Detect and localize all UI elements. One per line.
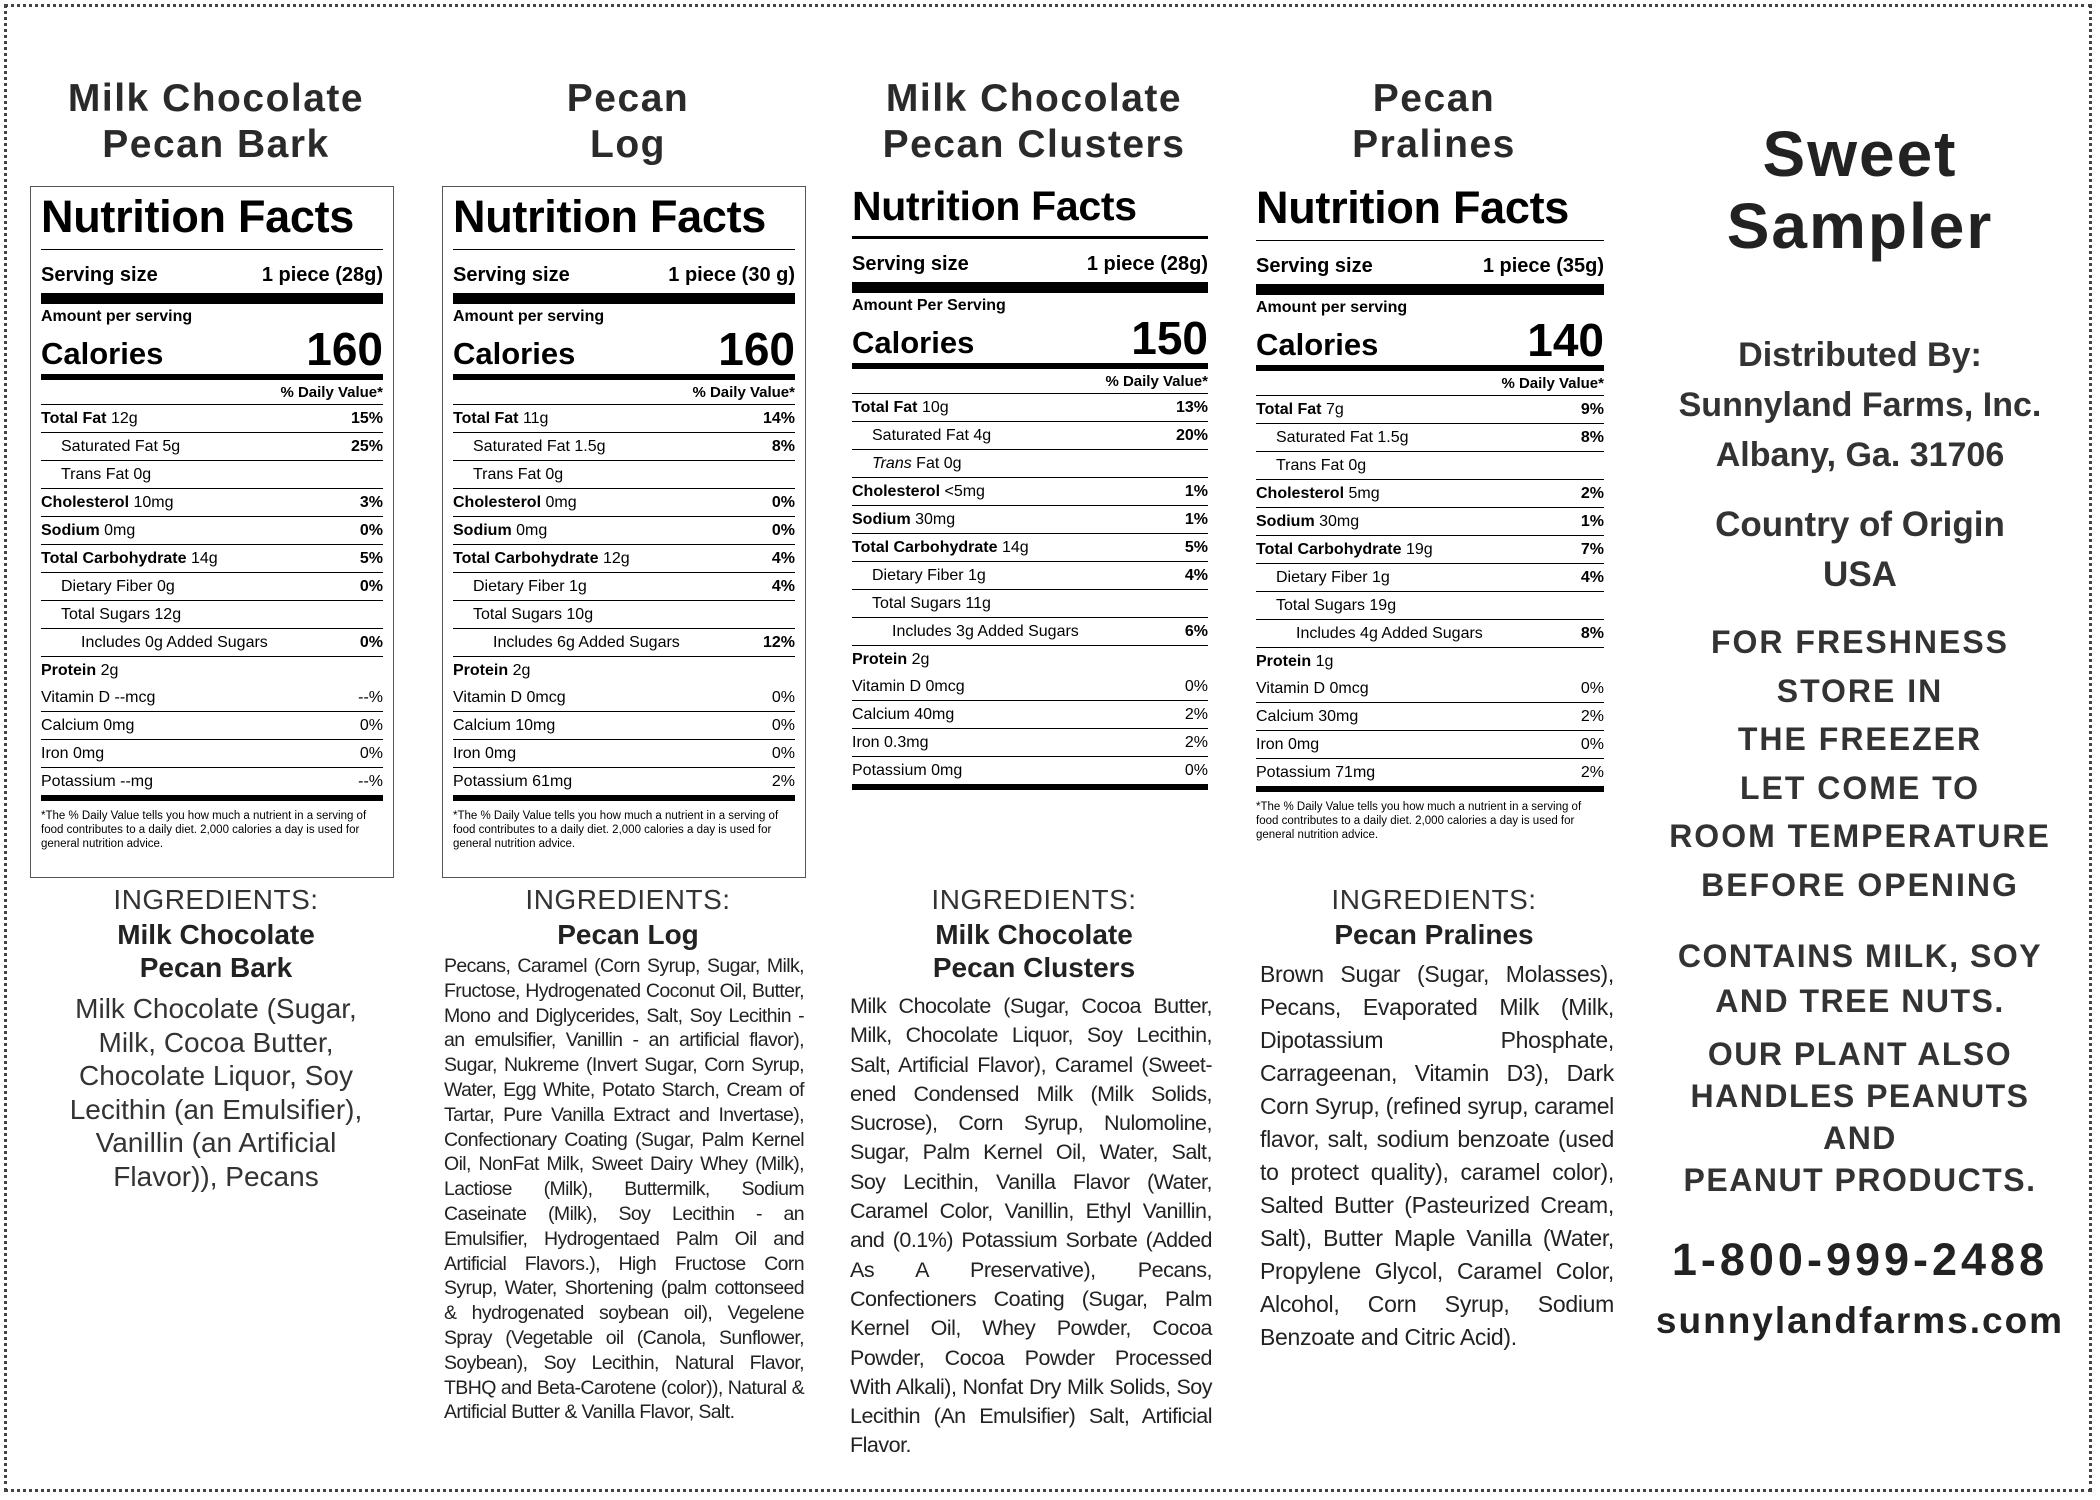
vitamin-row [1256, 703, 1604, 731]
vitamin-label: Vitamin D 0mcg [453, 689, 566, 706]
serving-size-label: Serving size [41, 264, 158, 286]
serving-size-row [852, 253, 1208, 293]
nutrient-row [852, 478, 1208, 506]
serving-size-value: 1 piece (30 g) [668, 264, 795, 286]
nutrient-row [453, 517, 795, 545]
nutrient-pct: 25% [350, 438, 383, 455]
nutrient-label: Sodium [852, 511, 911, 528]
nutrient-amount: 14g [190, 550, 218, 567]
vitamin-label: Calcium 10mg [453, 717, 556, 734]
serving-size-label: Serving size [453, 264, 570, 286]
vitamin-label: Iron 0mg [41, 745, 105, 762]
storage-line: ROOM TEMPERATURE [1669, 818, 2051, 854]
ingredients-product-name [442, 918, 814, 951]
nutrient-pct: 8% [1580, 625, 1604, 642]
nutrient-amount: 14g [1001, 539, 1029, 556]
nutrient-label: Saturated Fat [473, 438, 570, 455]
nutrient-pct: 0% [359, 522, 383, 539]
nutrient-row [852, 646, 1208, 673]
nutrient-label: Includes 4g Added Sugars [1296, 625, 1483, 642]
serving-size-label: Serving size [1256, 255, 1373, 277]
origin-value: USA [1823, 555, 1897, 594]
nutrient-amount: Fat 0g [916, 455, 962, 472]
nutrient-label: Total Fat [852, 399, 918, 416]
nutrient-row [41, 629, 383, 657]
nutrition-facts-heading: Nutrition Facts [41, 191, 383, 250]
sampler-title-line2: Sampler [1726, 190, 1994, 262]
nutrient-row [41, 517, 383, 545]
nutrient-label: Cholesterol [453, 494, 542, 511]
nutrient-amount: 2g [512, 662, 531, 679]
nutrient-label: Total Sugars [1276, 597, 1365, 614]
ingredients-product-name [30, 918, 402, 984]
serving-size-value: 1 piece (28g) [261, 264, 383, 286]
vitamin-label: Potassium 0mg [852, 762, 963, 779]
product-title-line2: Pralines [1352, 123, 1516, 166]
nutrition-facts-panel [850, 182, 1210, 790]
nutrient-label: Total Carbohydrate [453, 550, 599, 567]
calories-label: Calories [453, 336, 576, 371]
nutrition-facts-panel [442, 186, 806, 878]
company-name: Sunnyland Farms, Inc. [1678, 386, 2042, 424]
nutrient-amount: 30mg [915, 511, 956, 528]
nutrient-label: Cholesterol [1256, 485, 1345, 502]
vitamin-row [1256, 731, 1604, 759]
nutrient-amount: 5mg [1348, 485, 1380, 502]
nutrient-row [453, 545, 795, 573]
nutrient-pct: 4% [771, 578, 795, 595]
nutrient-label: Sodium [41, 522, 100, 539]
nutrient-amount: 0mg [104, 522, 136, 539]
nutrient-row [852, 394, 1208, 422]
nutrient-amount: 0mg [516, 522, 548, 539]
nutrient-amount: 1g [569, 578, 587, 595]
nutrient-label: Total Carbohydrate [852, 539, 998, 556]
vitamin-pct: 2% [1580, 764, 1604, 781]
ingredients-text: Milk Chocolate (Sugar, Milk, Cocoa Butter, Chocolate Liquor, Soy Lecithin (an Emulsifier), Vanillin (an Artificial Flavor)), Pecans [69, 993, 363, 1192]
vitamin-label: Potassium 61mg [453, 773, 573, 790]
vitamin-label: Vitamin D --mcg [41, 689, 156, 706]
nutrient-row [41, 461, 383, 489]
nutrient-label: Trans Fat [473, 466, 541, 483]
vitamin-label: Potassium --mg [41, 773, 154, 790]
daily-value-header: % Daily Value* [453, 380, 795, 405]
storage-line: LET COME TO [1739, 769, 1981, 806]
nutrient-row [41, 433, 383, 461]
nutrient-amount: 1.5g [1377, 429, 1409, 446]
nutrient-row [41, 405, 383, 433]
vitamin-pct: 0% [359, 745, 383, 762]
calories-value: 160 [718, 323, 795, 375]
serving-size-value: 1 piece (28g) [1086, 253, 1208, 275]
vitamin-row [453, 712, 795, 740]
nutrient-label: Sodium [453, 522, 512, 539]
nutrient-pct: 0% [771, 494, 795, 511]
product-title-line2: Pecan Clusters [882, 123, 1186, 166]
nutrient-pct: 1% [1580, 513, 1604, 530]
nutrient-amount: 1g [968, 567, 986, 584]
storage-line: FOR FRESHNESS [1710, 624, 2010, 660]
nutrient-label: Includes 0g Added Sugars [81, 634, 268, 651]
nutrient-amount: 2g [100, 662, 119, 679]
vitamin-pct: 0% [771, 745, 795, 762]
nutrient-amount: 10g [566, 606, 594, 623]
product-title-line2: Pecan Bark [102, 123, 330, 166]
nutrient-row [453, 433, 795, 461]
nutrient-amount: 0g [545, 466, 564, 483]
nutrient-pct: 15% [350, 410, 383, 427]
nutrient-row [453, 489, 795, 517]
nutrition-facts-heading: Nutrition Facts [1256, 182, 1604, 241]
calories-value: 160 [306, 323, 383, 375]
country-of-origin [1640, 500, 2080, 600]
ingredients-product-name [848, 918, 1220, 984]
nutrient-label: Total Sugars [473, 606, 562, 623]
nutrient-pct: 1% [1184, 511, 1208, 528]
nutrient-row [1256, 564, 1604, 592]
daily-value-header: % Daily Value* [1256, 371, 1604, 396]
nutrient-label: Cholesterol [41, 494, 130, 511]
ingredients-name-line1: Milk Chocolate [935, 919, 1133, 950]
nutrient-label: Saturated Fat [61, 438, 158, 455]
product-title-line1: Pecan [566, 77, 690, 120]
nutrient-label: Trans [872, 455, 912, 472]
plant-line: HANDLES PEANUTS [1690, 1078, 2030, 1114]
vitamin-label: Vitamin D 0mcg [1256, 680, 1369, 697]
vitamin-label: Calcium 0mg [41, 717, 135, 734]
nutrient-pct: 7% [1580, 541, 1604, 558]
calories-row [453, 323, 795, 380]
nutrient-pct: 13% [1175, 399, 1208, 416]
nutrient-label: Cholesterol [852, 483, 941, 500]
sampler-title-line1: Sweet [1762, 118, 1958, 190]
nutrient-row [41, 573, 383, 601]
nutrient-row [1256, 536, 1604, 564]
nutrient-label: Protein [41, 662, 97, 679]
nutrient-label: Total Sugars [872, 595, 961, 612]
nutrient-pct: 2% [1580, 485, 1604, 502]
amount-per-serving: Amount Per Serving [852, 297, 1006, 314]
serving-size-value: 1 piece (35g) [1482, 255, 1604, 277]
nutrient-label: Total Carbohydrate [1256, 541, 1402, 558]
vitamin-row [41, 684, 383, 712]
nutrient-pct: 0% [359, 578, 383, 595]
nutrient-row [453, 629, 795, 657]
nutrient-row [453, 657, 795, 684]
nutrient-row [41, 657, 383, 684]
nutrient-amount: 7g [1325, 401, 1344, 418]
allergen-line: AND TREE NUTS. [1715, 983, 2005, 1019]
vitamin-label: Calcium 30mg [1256, 708, 1359, 725]
daily-value-header: % Daily Value* [852, 369, 1208, 394]
nutrient-label: Protein [1256, 653, 1312, 670]
nutrient-row [1256, 508, 1604, 536]
vitamin-pct: --% [358, 689, 383, 706]
nutrient-amount: 19g [1369, 597, 1397, 614]
nutrient-pct: 0% [771, 522, 795, 539]
vitamin-row [852, 673, 1208, 701]
nutrient-row [1256, 424, 1604, 452]
vitamin-row [41, 740, 383, 768]
vitamin-label: Iron 0.3mg [852, 734, 929, 751]
nutrient-label: Dietary Fiber [872, 567, 964, 584]
nutrient-amount: 0mg [545, 494, 577, 511]
ingredients-name-line2: Pecan Bark [139, 952, 293, 983]
nutrient-amount: <5mg [944, 483, 985, 500]
nutrient-pct: 5% [1184, 539, 1208, 556]
ingredients-name-line1: Milk Chocolate [117, 919, 315, 950]
nutrient-row [1256, 648, 1604, 675]
vitamin-pct: 2% [1184, 734, 1208, 751]
vitamin-label: Calcium 40mg [852, 706, 955, 723]
product-title-line2: Log [590, 123, 666, 166]
vitamin-row [41, 768, 383, 801]
ingredients-heading: INGREDIENTS: [1331, 884, 1537, 915]
nutrient-label: Total Fat [1256, 401, 1322, 418]
nutrient-amount: 19g [1405, 541, 1433, 558]
ingredients-heading: INGREDIENTS: [113, 884, 319, 915]
vitamin-row [1256, 759, 1604, 792]
calories-value: 150 [1131, 312, 1208, 364]
nutrient-pct: 3% [359, 494, 383, 511]
nutrient-row [1256, 452, 1604, 480]
nutrition-facts-panel [30, 186, 394, 878]
calories-label: Calories [852, 325, 975, 360]
nutrient-row [852, 534, 1208, 562]
storage-line: STORE IN [1776, 672, 1944, 709]
nutrient-pct: 9% [1580, 401, 1604, 418]
nutrient-row [852, 562, 1208, 590]
nutrient-amount: 30mg [1319, 513, 1360, 530]
nutrient-amount: 11g [522, 410, 549, 427]
nutrient-pct: 12% [762, 634, 795, 651]
ingredients-text: Brown Sugar (Sugar, Molasses), Pecans, Evaporated Milk (Milk, Dipotassium Phosphate, Carrageenan, Vitamin D3), Dark Corn Syrup, (refined syrup, caramel flavor, salt, sodium benzoate (used to protect quality), caramel color), Salted Butter (Pasteurized Cream, Salt), Butter Maple Vanilla (Water, Propylene Glycol, Caramel Color, Alcohol, Corn Syrup, Sodium Benzoate and Citric Acid). [1260, 961, 1614, 1350]
nutrient-pct: 0% [359, 634, 383, 651]
vitamin-row [1256, 675, 1604, 703]
serving-size-row [1256, 255, 1604, 295]
ingredients-text: Milk Chocolate (Sugar, Cocoa Butter, Milk, Chocolate Liquor, Soy Lecithin, Salt, Artificial Flavor), Caramel (Sweet-ened Condensed Milk (Milk Solids, Sucrose), Corn Syrup, Nulomoline, Sugar, Palm Kernel Oil, Water, Salt, Soy Lecithin, Vanilla Flavor (Water, Caramel Color, Vanillin, Ethyl Vanillin, and (0.1%) Potassium Sorbate (Added As A Preservative), Pecans, Confectioners Coating (Sugar, Palm Kernel Oil, Whey Powder, Cocoa Powder, Cocoa Powder Processed With Alkali), Nonfat Dry Milk Solids, Soy Lecithin (An Emulsifier) Salt, Artificial Flavor. [850, 994, 1212, 1458]
nutrient-amount: 10g [921, 399, 949, 416]
nutrient-row [453, 601, 795, 629]
company-address: Albany, Ga. 31706 [1715, 436, 2005, 474]
amount-per-serving: Amount per serving [41, 308, 193, 325]
nutrient-pct: 20% [1175, 427, 1208, 444]
origin-label: Country of Origin [1715, 505, 2005, 544]
vitamin-pct: 0% [1580, 680, 1604, 697]
vitamin-pct: --% [358, 773, 383, 790]
serving-size-label: Serving size [852, 253, 969, 275]
product-title [1248, 76, 1620, 168]
vitamin-row [41, 712, 383, 740]
vitamin-pct: 0% [1580, 736, 1604, 753]
serving-size-row [453, 264, 795, 304]
nutrition-facts-heading: Nutrition Facts [852, 182, 1208, 239]
storage-line: BEFORE OPENING [1701, 866, 2019, 903]
calories-label: Calories [41, 336, 164, 371]
nutrient-label: Dietary Fiber [1276, 569, 1368, 586]
ingredients-product-name [1248, 918, 1620, 951]
serving-size-row [41, 264, 383, 304]
nutrient-label: Total Carbohydrate [41, 550, 187, 567]
nutrient-row [1256, 396, 1604, 424]
nutrient-pct: 4% [1580, 569, 1604, 586]
phone-number: 1-800-999-2488 [1671, 1234, 2049, 1285]
product-title [848, 76, 1220, 168]
daily-value-footnote: *The % Daily Value tells you how much a nutrient in a serving of food contributes to a daily diet. 2,000 calories a day is used for general nutrition advice. [1256, 801, 1582, 841]
nutrient-amount: 10mg [133, 494, 174, 511]
daily-value-header: % Daily Value* [41, 380, 383, 405]
sampler-title [1640, 118, 2080, 262]
nutrient-label: Sodium [1256, 513, 1315, 530]
nutrient-label: Saturated Fat [872, 427, 969, 444]
calories-row [41, 323, 383, 380]
nutrient-amount: 12g [154, 606, 182, 623]
nutrient-pct: 4% [771, 550, 795, 567]
product-title-line1: Milk Chocolate [67, 77, 365, 120]
nutrient-pct: 14% [762, 410, 795, 427]
nutrient-label: Dietary Fiber [473, 578, 565, 595]
nutrient-amount: 1.5g [574, 438, 606, 455]
nutrient-label: Trans Fat [61, 466, 129, 483]
daily-value-footnote: *The % Daily Value tells you how much a nutrient in a serving of food contributes to a daily diet. 2,000 calories a day is used for general nutrition advice. [453, 810, 779, 850]
nutrient-pct: 5% [359, 550, 383, 567]
vitamin-pct: 0% [1184, 678, 1208, 695]
nutrient-row [41, 545, 383, 573]
nutrient-amount: 5g [162, 438, 181, 455]
vitamin-pct: 0% [1184, 762, 1208, 779]
vitamin-row [453, 768, 795, 801]
vitamin-label: Vitamin D 0mcg [852, 678, 965, 695]
amount-per-serving: Amount per serving [453, 308, 605, 325]
storage-instructions [1640, 618, 2080, 909]
nutrient-amount: 2g [911, 651, 930, 668]
product-title-line1: Pecan [1372, 77, 1496, 120]
vitamin-label: Potassium 71mg [1256, 764, 1376, 781]
nutrient-row [852, 450, 1208, 478]
ingredients-text: Pecans, Caramel (Corn Syrup, Sugar, Milk, Fructose, Hydrogenated Coconut Oil, Butter, Mono and Diglycerides, Salt, Soy Lecithin - an emulsifier, Vanillin - an artificial flavor), Sugar, Nukreme (Invert Sugar, Corn Syrup, Water, Egg White, Potato Starch, Cream of Tartar, Pure Vanilla Extract and Invertase), Confectionary Coating (Sugar, Palm Kernel Oil, NonFat Milk, Sweet Dairy Whey (Milk), Lactiose (Milk), Buttermilk, Sodium Caseinate (Milk), Soy Lecithin - an Emulsifier, Hydrogentaed Palm Oil and Artificial Flavors.), High Fructose Corn Syrup, Water, Shortening (palm cottonseed & hydrogenated soybean oil), Vegelene Spray (Vegetable oil (Canola, Sunflower, Soybean), Soy Lecithin, Natural Flavor, TBHQ and Beta-Carotene (color)), Natural & Artificial Butter & Vanilla Flavor, Salt. [444, 955, 804, 1424]
plant-line: OUR PLANT ALSO [1707, 1036, 2013, 1072]
nutrient-amount: 4g [973, 427, 992, 444]
nutrient-row [453, 573, 795, 601]
website: sunnylandfarms.com [1655, 1300, 2065, 1341]
nutrient-label: Includes 6g Added Sugars [493, 634, 680, 651]
nutrient-amount: 12g [110, 410, 138, 427]
nutrient-amount: 12g [602, 550, 630, 567]
vitamin-pct: 0% [771, 689, 795, 706]
nutrient-row [852, 590, 1208, 618]
nutrient-row [852, 422, 1208, 450]
nutrient-amount: 0g [1348, 457, 1367, 474]
amount-per-serving: Amount per serving [1256, 299, 1408, 316]
nutrient-label: Protein [852, 651, 908, 668]
vitamin-row [852, 757, 1208, 790]
vitamin-row [852, 729, 1208, 757]
vitamin-pct: 2% [1580, 708, 1604, 725]
allergen-line: CONTAINS MILK, SOY [1677, 938, 2043, 974]
nutrient-pct: 8% [771, 438, 795, 455]
nutrient-label: Protein [453, 662, 509, 679]
nutrient-label: Total Fat [453, 410, 519, 427]
nutrient-amount: 0g [133, 466, 152, 483]
nutrient-pct: 4% [1184, 567, 1208, 584]
vitamin-label: Iron 0mg [453, 745, 517, 762]
vitamin-row [453, 740, 795, 768]
nutrient-row [852, 618, 1208, 646]
vitamin-pct: 2% [771, 773, 795, 790]
nutrient-row [41, 601, 383, 629]
calories-row [1256, 314, 1604, 371]
nutrient-label: Trans Fat [1276, 457, 1344, 474]
nutrition-facts-panel [1254, 182, 1606, 842]
nutrient-row [41, 489, 383, 517]
nutrient-pct: 6% [1184, 623, 1208, 640]
distributor-info [1640, 330, 2080, 480]
nutrient-row [453, 461, 795, 489]
calories-label: Calories [1256, 327, 1379, 362]
vitamin-row [453, 684, 795, 712]
nutrient-amount: 11g [965, 595, 991, 612]
vitamin-row [852, 701, 1208, 729]
calories-value: 140 [1527, 314, 1604, 366]
nutrient-row [453, 405, 795, 433]
vitamin-pct: 0% [771, 717, 795, 734]
ingredients-name-line1: Pecan Pralines [1334, 919, 1534, 950]
nutrient-row [1256, 592, 1604, 620]
nutrient-amount: 1g [1372, 569, 1390, 586]
plant-line: PEANUT PRODUCTS. [1683, 1162, 2037, 1198]
product-title-line1: Milk Chocolate [885, 77, 1183, 120]
nutrient-label: Total Fat [41, 410, 107, 427]
nutrient-row [852, 506, 1208, 534]
vitamin-label: Iron 0mg [1256, 736, 1320, 753]
daily-value-footnote: *The % Daily Value tells you how much a nutrient in a serving of food contributes to a daily diet. 2,000 calories a day is used for general nutrition advice. [41, 810, 367, 850]
calories-row [852, 312, 1208, 369]
storage-line: THE FREEZER [1737, 721, 1983, 757]
nutrient-pct: 1% [1184, 483, 1208, 500]
ingredients-heading: INGREDIENTS: [525, 884, 731, 915]
plant-allergen-statement [1640, 1033, 2080, 1201]
nutrient-amount: 0g [157, 578, 175, 595]
nutrient-row [1256, 620, 1604, 648]
vitamin-pct: 0% [359, 717, 383, 734]
nutrient-label: Includes 3g Added Sugars [892, 623, 1079, 640]
product-title [442, 76, 814, 168]
ingredients-name-line2: Pecan Clusters [932, 952, 1136, 983]
plant-line: AND [1823, 1120, 1897, 1156]
nutrient-pct: 8% [1580, 429, 1604, 446]
nutrient-label: Dietary Fiber [61, 578, 153, 595]
nutrient-row [1256, 480, 1604, 508]
nutrition-facts-heading: Nutrition Facts [453, 191, 795, 250]
distributed-by-label: Distributed By: [1738, 336, 1982, 374]
nutrient-label: Total Sugars [61, 606, 150, 623]
vitamin-pct: 2% [1184, 706, 1208, 723]
ingredients-name-line1: Pecan Log [557, 919, 699, 950]
ingredients-heading: INGREDIENTS: [931, 884, 1137, 915]
allergen-statement [1640, 934, 2080, 1024]
nutrient-amount: 1g [1315, 653, 1334, 670]
nutrient-label: Saturated Fat [1276, 429, 1373, 446]
product-title [30, 76, 402, 168]
